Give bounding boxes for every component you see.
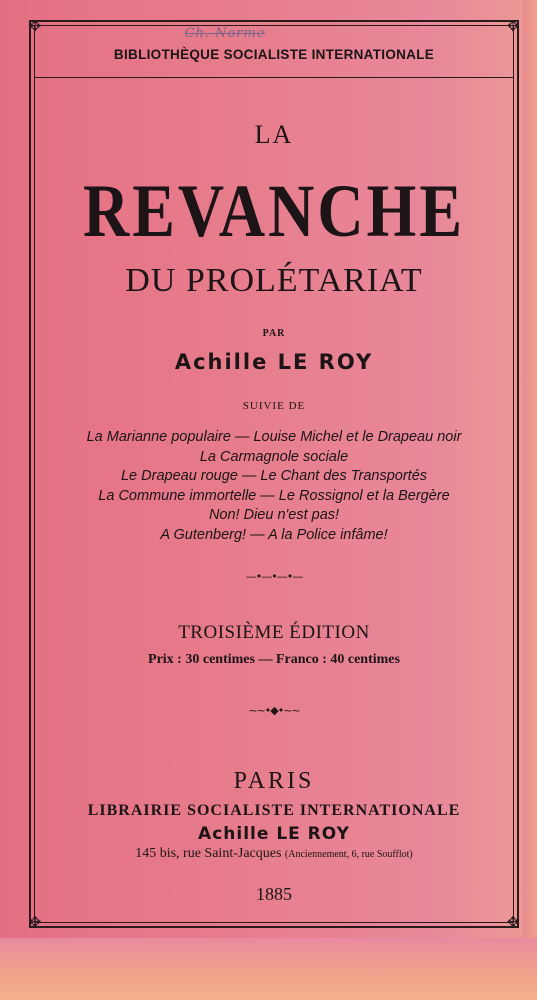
handwritten-note: Ch. Norme bbox=[184, 26, 266, 41]
imprint-address bbox=[35, 846, 513, 862]
title-line-1: LA bbox=[254, 120, 294, 149]
song-line: Le Drapeau rouge — Le Chant des Transportés bbox=[120, 468, 428, 484]
song-line: La Carmagnole sociale bbox=[199, 448, 349, 465]
song-line: A Gutenberg! — A la Police infâme! bbox=[160, 526, 388, 543]
byline-par: PAR bbox=[262, 328, 286, 339]
imprint-city: PARIS bbox=[233, 768, 315, 794]
series-divider bbox=[35, 77, 513, 78]
divider-ornament-icon: ~~•◆•~~ bbox=[248, 704, 300, 717]
corner-ornament-icon: ✥ bbox=[506, 17, 520, 35]
address-note: (Anciennement, 6, rue Soufflot) bbox=[284, 849, 413, 860]
edition-label: TROISIÈME ÉDITION bbox=[178, 622, 370, 643]
imprint-year: 1885 bbox=[256, 884, 292, 904]
followed-by-label: SUIVIE DE bbox=[242, 400, 306, 412]
title-line-3: DU PROLÉTARIAT bbox=[125, 262, 423, 299]
corner-ornament-icon: ✥ bbox=[28, 913, 42, 931]
song-line: Non! Dieu n'est pas! bbox=[208, 507, 340, 523]
paper-edge-right bbox=[523, 0, 537, 1000]
divider-ornament-icon: —•—•—•— bbox=[245, 570, 303, 583]
title-line-2: REVANCHE bbox=[83, 168, 465, 253]
song-line: La Commune immortelle — Le Rossignol et la Bergère bbox=[98, 487, 450, 504]
imprint-publisher-owner: Achille LE ROY bbox=[198, 824, 350, 844]
price-line: Prix : 30 centimes — Franco : 40 centimes bbox=[148, 652, 400, 667]
imprint-publisher: LIBRAIRIE SOCIALISTE INTERNATIONALE bbox=[87, 802, 461, 819]
author-name: Achille LE ROY bbox=[174, 350, 374, 374]
paper-edge-bottom bbox=[0, 938, 537, 1000]
corner-ornament-icon: ✥ bbox=[28, 17, 42, 35]
song-line: La Marianne populaire — Louise Michel et le Drapeau noir bbox=[86, 429, 462, 445]
series-title: BIBLIOTHÈQUE SOCIALISTE INTERNATIONALE bbox=[113, 47, 435, 62]
address-street: 145 bis, rue Saint-Jacques bbox=[135, 846, 282, 861]
corner-ornament-icon: ✥ bbox=[506, 913, 520, 931]
songs-list bbox=[35, 428, 513, 545]
